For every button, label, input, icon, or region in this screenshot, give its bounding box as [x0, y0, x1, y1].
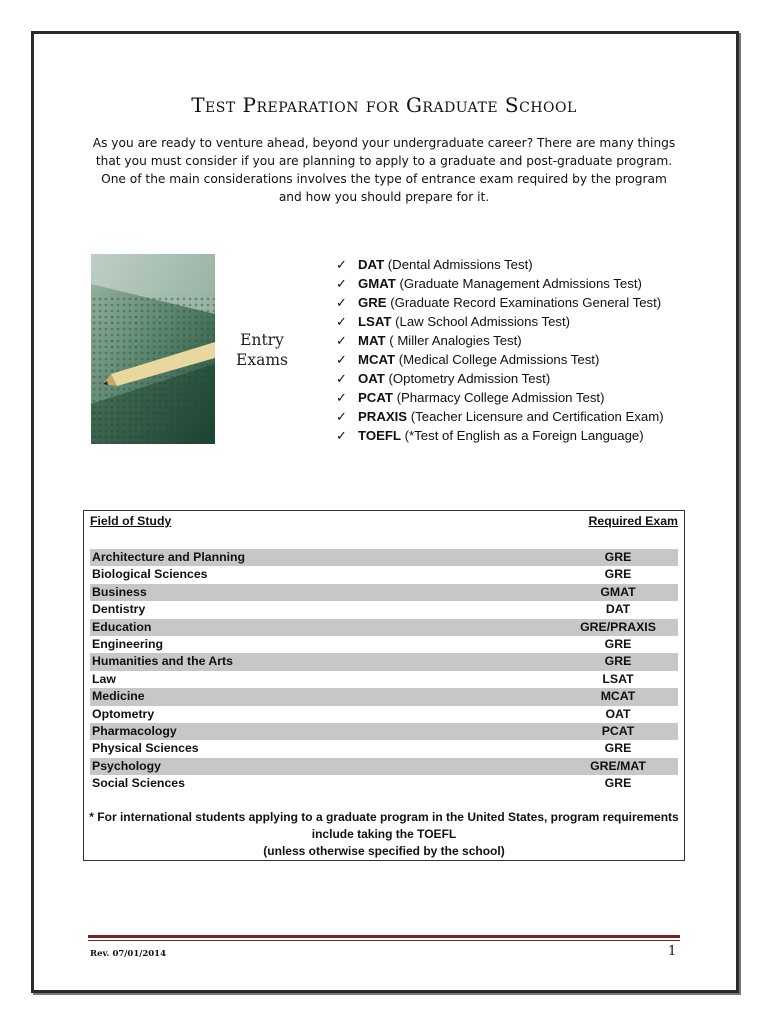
exam-list-item [336, 331, 664, 350]
exam-cell: PCAT [601, 723, 635, 738]
intro-paragraph: As you are ready to venture ahead, beyond your undergraduate career? There are many things that you must consider if you are planning to apply to a graduate and post-graduate program. One of the main considerations involves the type of entrance exam required by the program and how you should prepare for it. [92, 136, 676, 204]
exam-cell: GRE [604, 550, 632, 564]
field-cell: Law [92, 671, 116, 686]
exam-desc: (Medical College Admissions Test) [395, 352, 600, 367]
table-row [90, 549, 678, 566]
exam-cell: GMAT [600, 584, 636, 599]
table-row [90, 740, 678, 757]
field-cell: Business [92, 584, 147, 599]
exam-list-item [336, 255, 664, 274]
table-row [90, 775, 678, 792]
exam-cell: GRE [604, 654, 632, 669]
exam-desc: ( Miller Analogies Test) [385, 333, 522, 348]
exam-list-item [336, 426, 664, 445]
exam-cell: DAT [605, 602, 631, 617]
entry-exams-label [222, 330, 302, 370]
exam-abbr: DAT [358, 257, 385, 272]
field-cell: Education [92, 619, 152, 634]
checkmark-icon: ✓ [336, 352, 347, 367]
exam-abbr: PRAXIS [358, 409, 408, 424]
exam-list-item [336, 312, 664, 331]
table-row [90, 584, 678, 601]
exam-abbr: GRE [358, 295, 387, 310]
field-cell: Optometry [92, 706, 155, 721]
table-row [90, 688, 678, 705]
exam-list-item [336, 274, 664, 293]
entry-label-line1: Entry [240, 331, 284, 349]
exam-desc: (Dental Admissions Test) [384, 257, 533, 272]
checkmark-icon: ✓ [336, 409, 347, 424]
exam-abbr: PCAT [358, 390, 393, 405]
checkmark-icon: ✓ [336, 257, 347, 272]
table-row [90, 619, 678, 636]
exam-cell: MCAT [600, 689, 636, 704]
exam-answer-sheet-photo [91, 254, 215, 444]
note-line1: * For international students applying to a graduate program in the United States, program requirements include taking the TOEFL [89, 810, 679, 841]
exam-cell: GRE/PRAXIS [580, 619, 656, 634]
exam-desc: (Law School Admissions Test) [391, 314, 571, 329]
exam-cell: GRE [604, 567, 632, 582]
exam-abbr: MCAT [358, 352, 396, 367]
field-cell: Dentistry [92, 602, 146, 617]
field-cell: Psychology [92, 758, 162, 773]
table-header [90, 514, 678, 532]
note-line2: (unless otherwise specified by the school) [263, 844, 505, 858]
exam-abbr: GMAT [358, 276, 396, 291]
table-row [90, 566, 678, 583]
exam-list-item [336, 369, 664, 388]
exam-cell: GRE/MAT [590, 758, 646, 773]
header-field-of-study: Field of Study [90, 514, 172, 528]
exam-desc: (Pharmacy College Admission Test) [392, 390, 605, 405]
exam-list-item [336, 407, 664, 426]
checkmark-icon: ✓ [336, 371, 347, 386]
entry-label-line2: Exams [236, 351, 288, 369]
table-row [90, 601, 678, 618]
exam-list-item [336, 350, 664, 369]
table-row [90, 758, 678, 775]
exam-abbr: LSAT [358, 314, 392, 329]
exam-cell: GRE [604, 741, 632, 756]
table-row [90, 706, 678, 723]
exam-desc: (Optometry Admission Test) [384, 371, 551, 386]
table-row [90, 636, 678, 653]
exam-cell: GRE [604, 636, 632, 651]
header-required-exam: Required Exam [588, 514, 678, 528]
field-cell: Engineering [92, 636, 164, 651]
table-row [90, 653, 678, 670]
page-number: 1 [668, 944, 677, 959]
field-cell: Architecture and Planning [92, 550, 246, 564]
field-cell: Physical Sciences [92, 741, 199, 756]
table-row [90, 671, 678, 688]
exam-cell: GRE [604, 776, 632, 791]
exam-desc: (Teacher Licensure and Certification Exam) [407, 409, 664, 424]
exam-desc: (*Test of English as a Foreign Language) [400, 428, 644, 443]
exam-checklist [336, 255, 664, 445]
checkmark-icon: ✓ [336, 295, 347, 310]
field-cell: Biological Sciences [92, 567, 208, 582]
field-exam-table [83, 510, 685, 861]
exam-cell: OAT [605, 706, 631, 721]
exam-abbr: MAT [358, 333, 386, 348]
exam-list-item [336, 293, 664, 312]
exam-desc: (Graduate Record Examinations General Test) [386, 295, 662, 310]
checkmark-icon: ✓ [336, 390, 347, 405]
revision-date: Rev. 07/01/2014 [90, 949, 166, 959]
field-cell: Social Sciences [92, 776, 185, 791]
footer-rule-thin [88, 940, 680, 941]
field-cell: Pharmacology [92, 723, 177, 738]
table-row [90, 723, 678, 740]
exam-cell: LSAT [602, 671, 634, 686]
exam-desc: (Graduate Management Admissions Test) [395, 276, 642, 291]
field-cell: Medicine [92, 689, 145, 704]
exam-abbr: OAT [358, 371, 385, 386]
exam-list-item [336, 388, 664, 407]
checkmark-icon: ✓ [336, 276, 347, 291]
toefl-note [88, 809, 680, 860]
field-cell: Humanities and the Arts [92, 654, 233, 669]
footer-rule-thick [88, 935, 680, 938]
page-title: Test Preparation for Graduate School [191, 93, 577, 117]
checkmark-icon: ✓ [336, 314, 347, 329]
exam-abbr: TOEFL [358, 428, 401, 443]
table-body [90, 549, 678, 792]
checkmark-icon: ✓ [336, 333, 347, 348]
checkmark-icon: ✓ [336, 428, 347, 443]
